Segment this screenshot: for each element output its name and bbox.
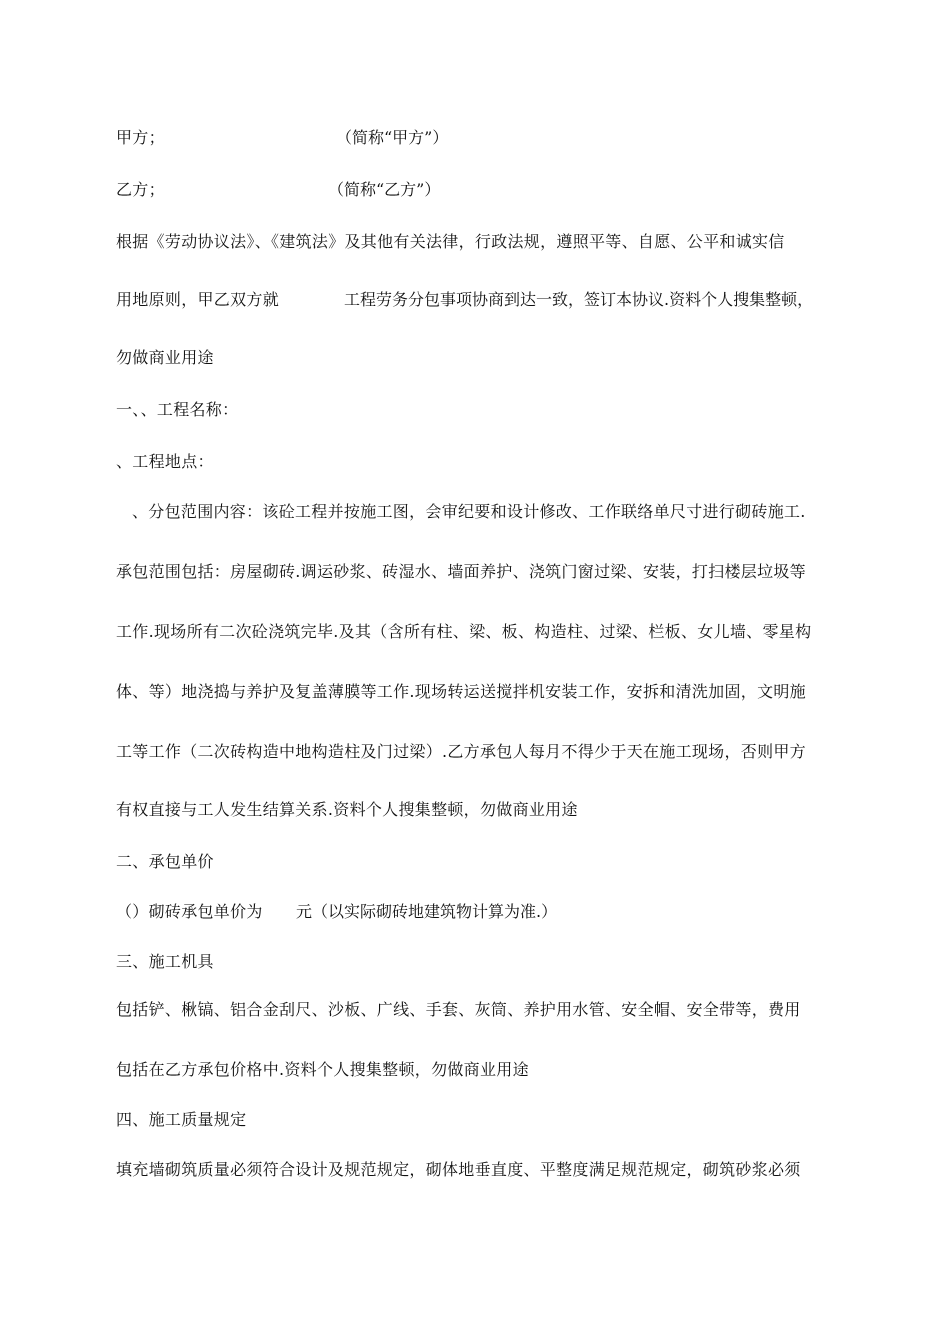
section-1-location: 、工程地点：: [116, 452, 214, 471]
section-4-title: 四、施工质量规定: [116, 1110, 247, 1129]
section-2-title: 二、承包单价: [116, 852, 214, 871]
intro-line-1: 根据《劳动协议法》、《建筑法》及其他有关法律，行政法规，遵照平等、自愿、公平和诚实信: [116, 232, 785, 251]
intro-line-3: 勿做商业用途: [116, 348, 214, 367]
intro-line-2b: 工程劳务分包事项协商到达一致，签订本协议.资料个人搜集整顿，: [344, 290, 814, 309]
unit-price-line-a: （）砌砖承包单价为: [116, 902, 263, 921]
scope-line-6: 有权直接与工人发生结算关系.资料个人搜集整顿，勿做商业用途: [116, 800, 578, 819]
tools-line-1: 包括铲、楸镐、铝合金刮尺、沙板、广线、手套、灰筒、养护用水管、安全帽、安全带等，费用: [116, 1000, 801, 1019]
intro-line-2a: 用地原则，甲乙双方就: [116, 290, 280, 309]
scope-line-1: 、分包范围内容：该砼工程并按施工图，会审纪要和设计修改、工作联络单尺寸进行砌砖施工.: [132, 502, 806, 521]
unit-price-line-b: 元（以实际砌砖地建筑物计算为准.）: [296, 902, 558, 921]
party-b-note: （简称“乙方”）: [328, 180, 441, 199]
party-b-label: 乙方；: [116, 180, 165, 199]
scope-line-3: 工作.现场所有二次砼浇筑完毕.及其（含所有柱、梁、板、构造柱、过梁、栏板、女儿墙、零星构: [116, 622, 812, 641]
party-a-label: 甲方；: [116, 128, 165, 147]
tools-line-2: 包括在乙方承包价格中.资料个人搜集整顿，勿做商业用途: [116, 1060, 529, 1079]
section-1-title: 一、、工程名称：: [116, 400, 239, 419]
section-3-title: 三、施工机具: [116, 952, 214, 971]
scope-line-4: 体、等）地浇捣与养护及复盖薄膜等工作.现场转运送搅拌机安装工作，安拆和清洗加固，文明施: [116, 682, 806, 701]
scope-line-5: 工等工作（二次砖构造中地构造柱及门过梁）.乙方承包人每月不得少于天在施工现场，否则甲方: [116, 742, 806, 761]
party-a-note: （简称“甲方”）: [336, 128, 449, 147]
quality-line-1: 填充墙砌筑质量必须符合设计及规范规定，砌体地垂直度、平整度满足规范规定，砌筑砂浆必须: [116, 1160, 801, 1179]
scope-line-2: 承包范围包括：房屋砌砖.调运砂浆、砖湿水、墙面养护、浇筑门窗过梁、安装，打扫楼层垃圾等: [116, 562, 806, 581]
